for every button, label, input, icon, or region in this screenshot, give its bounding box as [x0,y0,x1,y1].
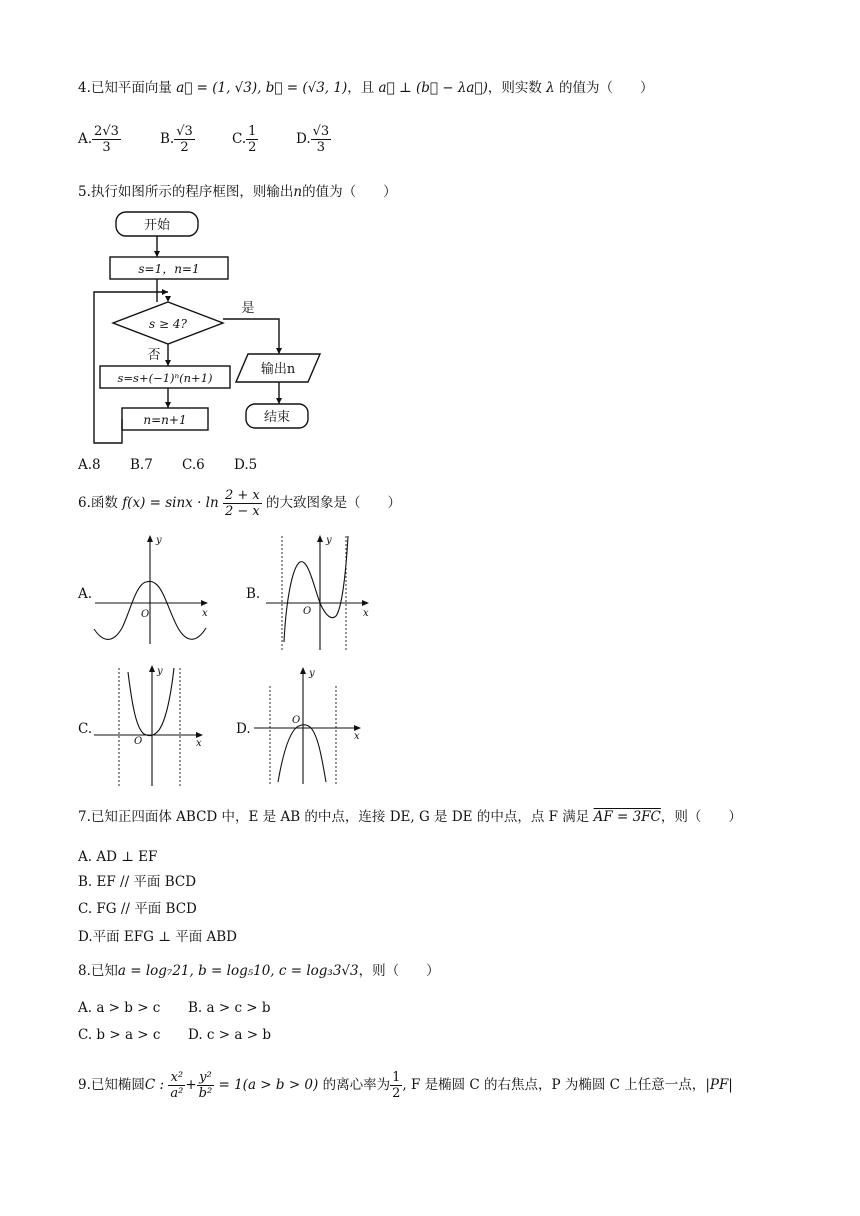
q4-vectors: a⃗ = (1, √3), b⃗ = (√3, 1) [176,80,348,96]
q8-option-a[interactable]: A. a > b > c [78,1000,161,1016]
q4-lambda: λ [546,80,555,96]
flow-yes-label: 是 [241,301,255,316]
q6-graph-c[interactable] [92,664,212,789]
q7-option-c[interactable]: C. FG // 平面 BCD [78,901,197,917]
flow-end-label: 结束 [263,410,291,425]
q8-option-d[interactable]: D. c > a > b [188,1027,271,1043]
graph-d-origin: O [292,715,301,726]
q5-option-a[interactable]: A.8 [78,457,101,473]
q8-definitions: a = log₇21, b = log₅10, c = log₃3√3 [117,963,359,979]
q6-option-d-label[interactable]: D. [236,721,251,737]
q6-option-c-label[interactable]: C. [78,721,93,737]
q8-option-c[interactable]: C. b > a > c [78,1027,161,1043]
graph-c-y-label: y [157,666,163,677]
q7-option-a[interactable]: A. AD ⊥ EF [78,849,158,865]
flow-condition-label: s ≥ 4? [149,317,187,331]
q9-stem: 9.已知椭圆C : $\frac{\text{x²}}{\text{a²}}$ + $\frac{\text{y²}}{\text{b²}}$ = 1(a > b > 0) 的离心率为 $\frac{1}{2}$ , F 是椭圆 C 的右焦点，P 为椭圆 C 上任意一点，|PF| [78,1070,733,1101]
q4-stem-prefix: 4.已知平面向量 [78,80,172,96]
q5-option-b[interactable]: B.7 [130,457,153,473]
q4-stem-end: 的值为（ ） [559,80,654,96]
flow-init-label: s=1，n=1 [138,262,200,276]
q6-graph-b[interactable] [262,532,382,657]
flow-update-s-label: s=s+(−1)ⁿ(n+1) [117,371,213,385]
q5-option-c[interactable]: C.6 [182,457,205,473]
q4-stem [78,79,654,97]
q7-option-b[interactable]: B. EF // 平面 BCD [78,874,197,890]
q4-option-c[interactable]: C. $\frac{1}{2}$ [232,124,257,155]
q5-option-d[interactable]: D.5 [234,457,258,473]
flow-no-label: 否 [147,348,161,363]
q6-stem: 6.函数 f(x) = sinx · ln $\frac{2 + x}{2 - x}$ 的大致图象是（ ） [78,488,402,519]
q6-option-a-label[interactable]: A. [78,586,93,602]
graph-d-y-label: y [309,668,315,679]
flow-output-label: 输出n [260,362,296,377]
q7-option-d[interactable]: D.平面 EFG ⊥ 平面 ABD [78,929,237,945]
q6-graph-a[interactable] [90,532,220,647]
q6-option-b-label[interactable]: B. [246,586,261,602]
flow-start-label: 开始 [143,218,171,233]
graph-d-x-label: x [354,731,360,742]
flow-update-n-label: n=n+1 [143,413,187,427]
graph-a-origin: O [141,609,150,620]
q4-option-b[interactable]: B. $\frac{√3}{2}$ [160,124,193,155]
graph-b-origin: O [303,606,312,617]
q4-option-d[interactable]: D. $\frac{√3}{3}$ [296,124,330,155]
q4-stem-suffix: ，则实数 [487,80,542,96]
graph-a-y-label: y [156,535,162,546]
graph-b-y-label: y [326,535,332,546]
q8-option-b[interactable]: B. a > c > b [188,1000,271,1016]
q8-stem: 8.已知a = log₇21, b = log₅10, c = log₃3√3，则（ ） [78,963,440,979]
q4-stem-mid: ，且 [347,80,375,96]
q4-condition: a⃗ ⊥ (b⃗ − λa⃗) [378,80,488,96]
graph-c-x-label: x [196,738,202,749]
q5-flowchart [86,208,336,448]
q7-vector-condition: AF = 3FC [593,809,661,825]
q4-option-a[interactable]: A. $\frac{2√3}{3}$ [78,124,119,155]
graph-c-origin: O [134,736,143,747]
q7-stem: 7.已知正四面体 ABCD 中，E 是 AB 的中点，连接 DE, G 是 DE 的中点，点 F 满足 AF = 3FC，则（ ） [78,809,742,825]
graph-b-x-label: x [363,608,369,619]
q5-stem: 5.执行如图所示的程序框图，则输出n的值为（ ） [78,184,397,200]
graph-a-x-label: x [202,608,208,619]
q6-graph-d[interactable] [250,664,375,789]
